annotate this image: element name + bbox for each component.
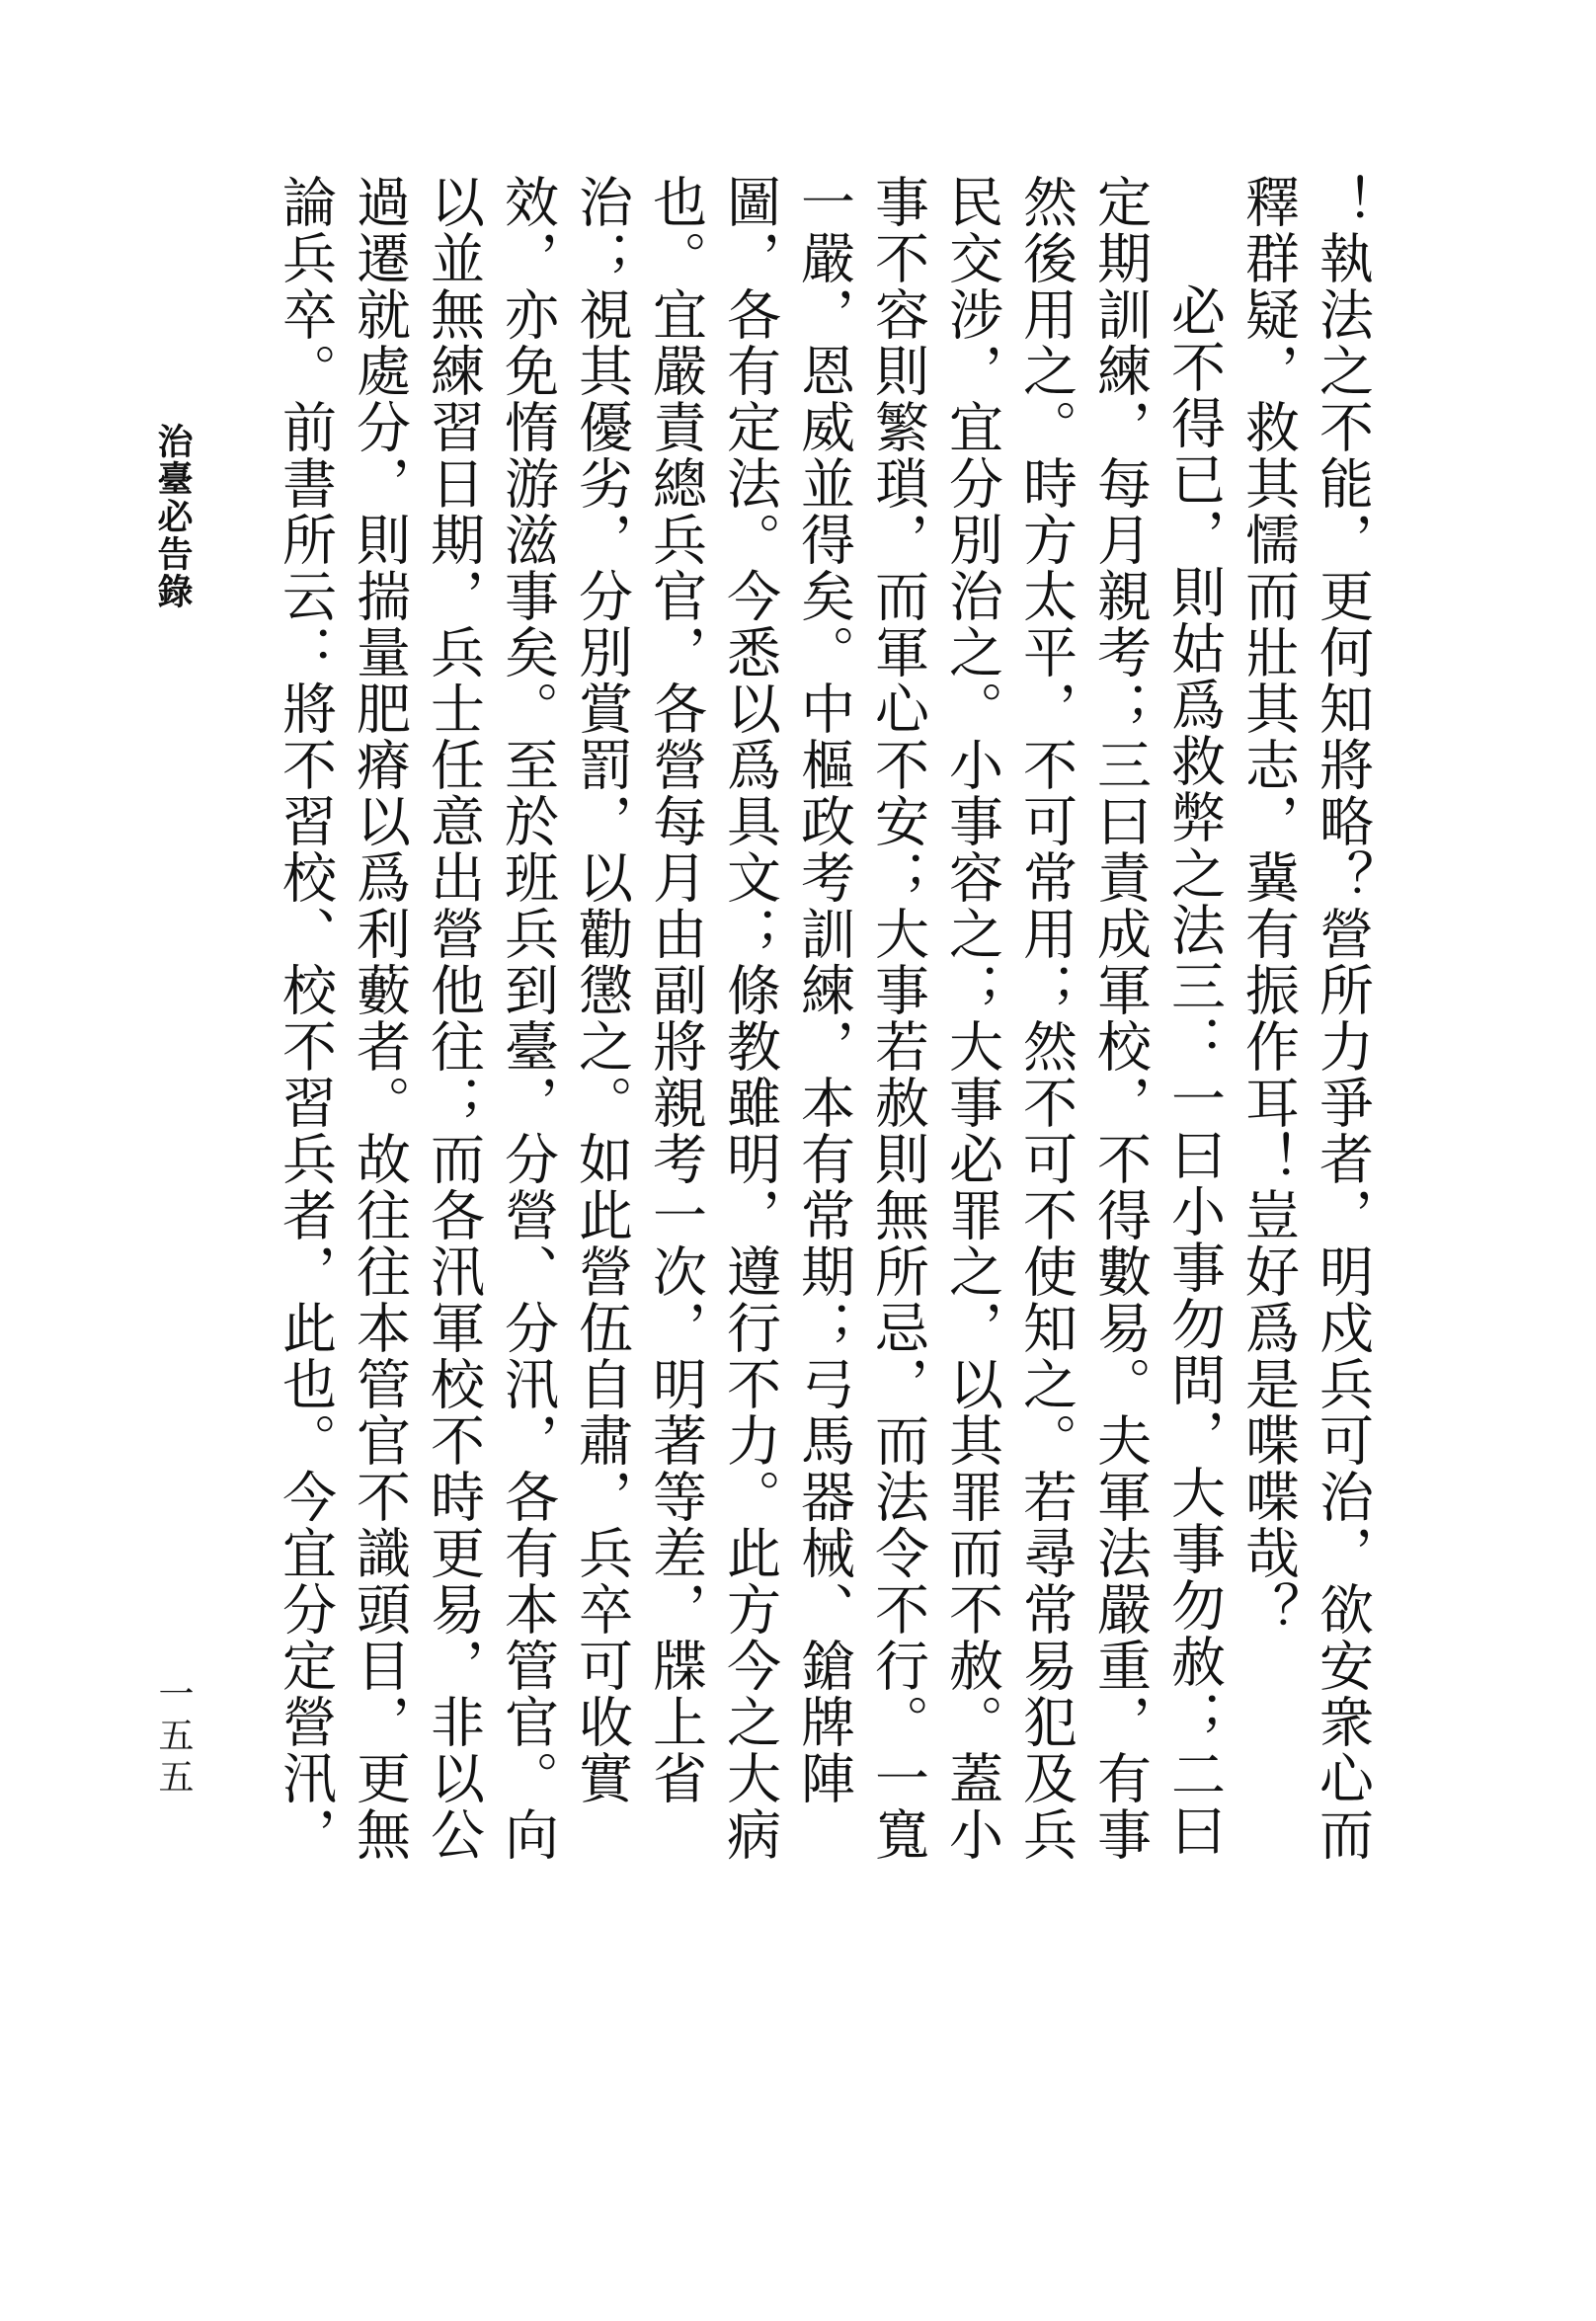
body-text — [263, 174, 1379, 1912]
paragraph: 必不得已，則姑爲救弊之法三：一曰小事勿問，大事勿赦；二曰定期訓練，每月親考；三曰責成軍校，不得數易。夫軍法嚴重，有事然後用之。時方太平，不可常用；然不可不使知之。若尋常易犯及兵民交涉，宜分別治之。小事容之；大事必罪之，以其罪而不赦。蓋小事不容則繁瑣，而軍心不安；大事若赦則無所忌，而法令不行。一寬一嚴，恩威並得矣。中樞政考訓練，本有常期；弓馬器械、鎗牌陣圖，各有定法。今悉以爲具文；條教雖明，遵行不力。此方今之大病也。宜嚴責總兵官，各營每月由副將親考一次，明著等差，牒上省治；視其優劣，分別賞罰，以勸懲之。如此營伍自肅，兵卒可收實效，亦免惰游滋事矣。至於班兵到臺，分營、分汛，各有本管官。向以並無練習日期，兵士任意出營他往；而各汛軍校不時更易，非以公過遷就處分，則揣量肥瘠以爲利藪者。故往往本管官不識頭目，更無論兵卒。前書所云：將不習校、校不習兵者，此也。今宜分定營汛， — [274, 174, 1226, 1863]
paragraph: ！執法之不能，更何知將略？營所力爭者，明戍兵可治，欲安衆心而釋群疑，救其懦而壯其志，冀有振作耳！豈好爲是喋喋哉？ — [1237, 174, 1374, 1863]
page-number: 一五五 — [153, 1675, 194, 1800]
running-title: 治臺必告錄 — [152, 423, 194, 610]
